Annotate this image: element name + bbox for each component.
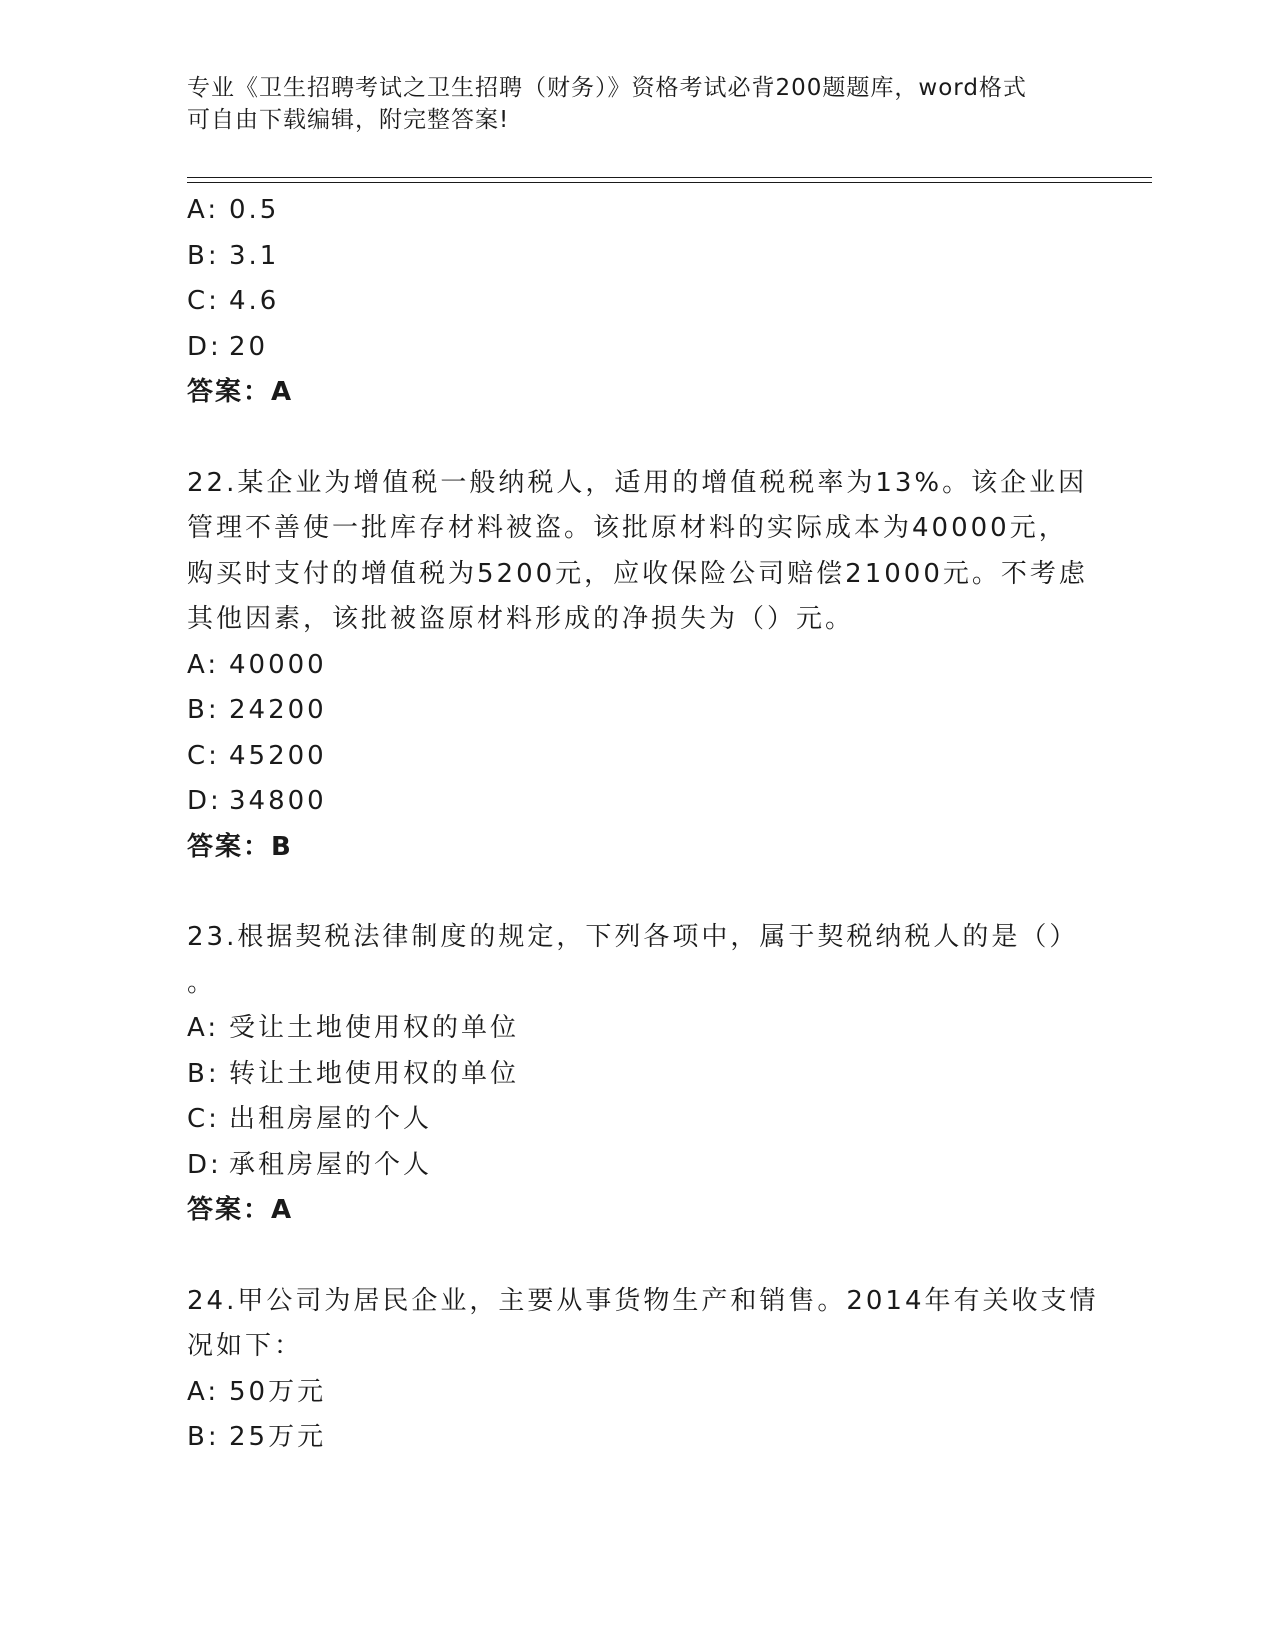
- option-b: [187, 688, 1087, 734]
- option-text: 出租房屋的个人: [229, 1104, 433, 1134]
- option-prefix: B:: [187, 1058, 220, 1089]
- option-text: 3.1: [229, 240, 280, 271]
- header-divider-top: [187, 177, 1152, 178]
- option-prefix: B:: [187, 1422, 220, 1452]
- option-b: [187, 1052, 1087, 1098]
- option-prefix: A:: [187, 1376, 220, 1407]
- option-prefix: B:: [187, 240, 220, 271]
- question-text-line: 况如下：: [187, 1331, 304, 1361]
- option-text: 25万元: [229, 1422, 327, 1452]
- option-a: [187, 643, 1087, 689]
- option-text: 承租房屋的个人: [229, 1149, 433, 1180]
- option-prefix: B:: [187, 695, 220, 725]
- option-text: 45200: [229, 740, 327, 771]
- question-24: [187, 1279, 1099, 1461]
- option-text: 受让土地使用权的单位: [229, 1013, 520, 1043]
- question-text-line: 24.甲公司为居民企业，主要从事货物生产和销售。2014年有关收支情: [187, 1285, 1099, 1316]
- option-text: 0.5: [229, 195, 280, 225]
- header-line-1: 专业《卫生招聘考试之卫生招聘（财务）》资格考试必背200题题库，word格式: [187, 75, 1027, 101]
- question-23: [187, 915, 1087, 1234]
- question-21: [187, 188, 1087, 416]
- option-text: 20: [229, 331, 269, 362]
- answer-line: 答案：A: [187, 1195, 294, 1225]
- option-text: 34800: [229, 786, 327, 816]
- question-spacer: [187, 416, 1087, 461]
- header-divider-bottom: [187, 182, 1152, 183]
- option-text: 转让土地使用权的单位: [229, 1058, 520, 1089]
- option-d: [187, 325, 1087, 371]
- option-c: [187, 279, 1087, 325]
- option-prefix: C:: [187, 740, 220, 771]
- question-text-line: 23.根据契税法律制度的规定，下列各项中，属于契税纳税人的是（）: [187, 922, 1079, 952]
- question-22: [187, 461, 1087, 871]
- header-line-2: 可自由下载编辑，附完整答案!: [187, 107, 510, 133]
- question-spacer: [187, 1234, 1087, 1279]
- question-text-line: 。: [187, 967, 217, 998]
- option-b: [187, 1415, 1087, 1461]
- option-text: 4.6: [229, 286, 280, 316]
- option-a: [187, 1006, 1087, 1052]
- option-c: [187, 1097, 1087, 1143]
- option-prefix: C:: [187, 1104, 220, 1134]
- question-list: [187, 188, 1099, 1461]
- option-b: [187, 234, 1087, 280]
- option-prefix: A:: [187, 649, 220, 680]
- option-d: [187, 1143, 1087, 1189]
- option-text: 24200: [229, 695, 327, 725]
- option-prefix: A:: [187, 195, 220, 225]
- option-text: 50万元: [229, 1376, 327, 1407]
- answer-line: 答案：B: [187, 831, 293, 862]
- option-c: [187, 734, 1087, 780]
- question-spacer: [187, 870, 1087, 915]
- answer-line: 答案：A: [187, 377, 294, 407]
- question-text-line: 购买时支付的增值税为5200元，应收保险公司赔偿21000元。不考虑: [187, 558, 1088, 589]
- option-a: [187, 188, 1087, 234]
- option-prefix: D:: [187, 1149, 222, 1180]
- option-prefix: A:: [187, 1013, 220, 1043]
- question-text-line: 其他因素，该批被盗原材料形成的净损失为（）元。: [187, 604, 855, 634]
- option-prefix: D:: [187, 331, 222, 362]
- option-prefix: C:: [187, 286, 220, 316]
- document-header: [187, 72, 1067, 136]
- question-text-line: 22.某企业为增值税一般纳税人，适用的增值税税率为13%。该企业因: [187, 467, 1088, 498]
- option-d: [187, 779, 1087, 825]
- option-prefix: D:: [187, 786, 222, 816]
- option-a: [187, 1370, 1087, 1416]
- question-text-line: 管理不善使一批库存材料被盗。该批原材料的实际成本为40000元，: [187, 513, 1068, 543]
- option-text: 40000: [229, 649, 327, 680]
